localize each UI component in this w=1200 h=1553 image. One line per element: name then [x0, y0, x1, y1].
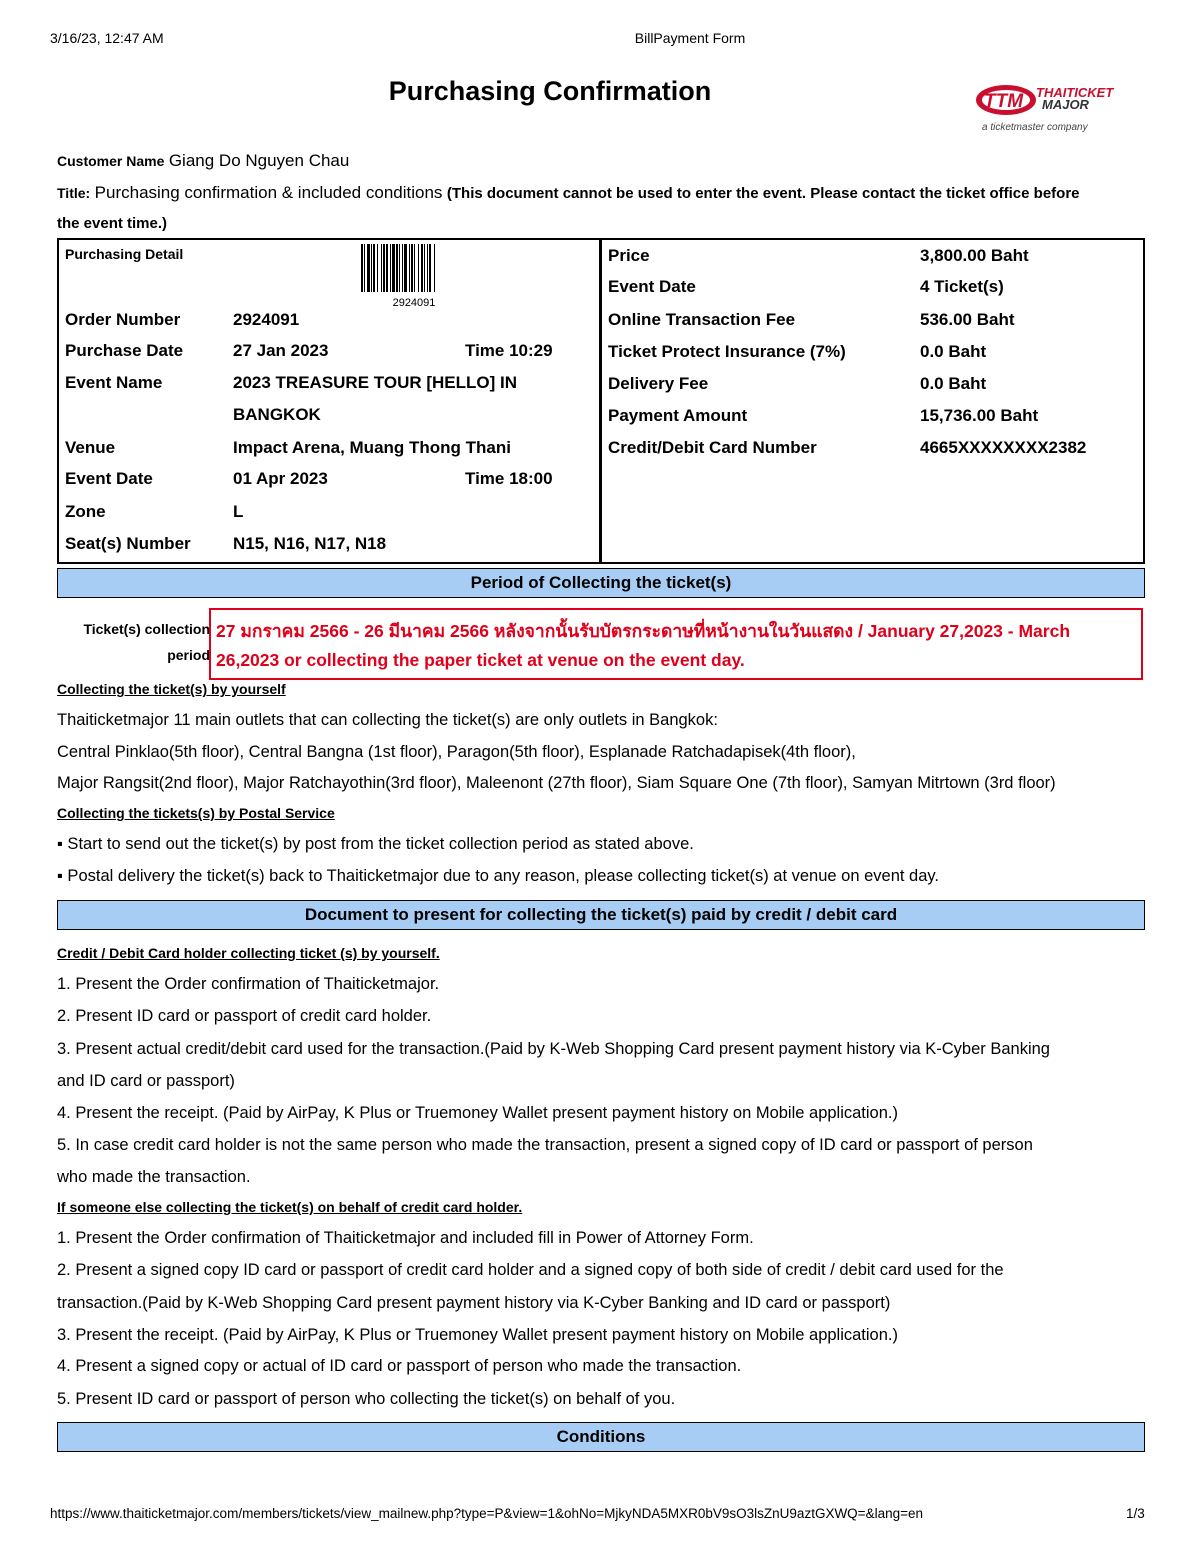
self-collect-heading: Collecting the ticket(s) by yourself	[57, 681, 286, 697]
payment-amount-label: Payment Amount	[608, 406, 748, 425]
logo-tagline: a ticketmaster company	[982, 122, 1088, 133]
holder-line: 5. In case credit card holder is not the same person who made the transaction, present a signed copy of ID card or passport of person	[57, 1136, 1033, 1154]
price-label: Price	[608, 246, 650, 265]
event-time-value: Time 18:00	[465, 469, 553, 488]
customer-name-row	[57, 151, 349, 171]
event-date-label: Event Date	[65, 469, 153, 488]
logo-word2: MAJOR	[1042, 97, 1089, 112]
collecting-period-banner: Period of Collecting the ticket(s)	[57, 568, 1145, 598]
customer-name-label: Customer Name	[57, 153, 165, 169]
collection-period-text: 27 มกราคม 2566 - 26 มีนาคม 2566 หลังจากนั้นรับบัตรกระดาษที่หน้างานในวันแสดง / January 27,2023 - March	[216, 621, 1071, 641]
ticket-count-label: Event Date	[608, 277, 696, 296]
behalf-heading: If someone else collecting the ticket(s) on behalf of credit card holder.	[57, 1199, 523, 1215]
payment-amount-value: 15,736.00 Baht	[920, 406, 1039, 425]
order-number-value: 2924091	[233, 310, 300, 329]
print-datetime: 3/16/23, 12:47 AM	[50, 30, 164, 46]
doc-title-value: Purchasing confirmation & included conditions	[94, 183, 443, 202]
behalf-line: 4. Present a signed copy or actual of ID card or passport of person who made the transaction.	[57, 1357, 742, 1375]
collection-period-label-line2: period	[167, 647, 210, 663]
holder-line: 1. Present the Order confirmation of Thaiticketmajor.	[57, 975, 440, 993]
zone-value: L	[233, 502, 244, 521]
footer-page-number: 1/3	[1126, 1506, 1145, 1521]
self-collect-line: Central Pinklao(5th floor), Central Bangna (1st floor), Paragon(5th floor), Esplanade Ratchadapisek(4th floor),	[57, 743, 856, 761]
delivery-fee-label: Delivery Fee	[608, 374, 709, 393]
footer-url: https://www.thaiticketmajor.com/members/tickets/view_mailnew.php?type=P&view=1&ohNo=MjkyNDA5MXR0bV9sO3lsZnU9aztGXWQ=&lang=en	[50, 1506, 923, 1521]
doc-title-note-cont: the event time.)	[57, 215, 168, 232]
transaction-fee-value: 536.00 Baht	[920, 310, 1015, 329]
zone-label: Zone	[65, 502, 106, 521]
holder-line: 3. Present actual credit/debit card used for the transaction.(Paid by K-Web Shopping Card present payment history via K-Cyber Banking	[57, 1040, 1050, 1058]
ticket-count-value: 4 Ticket(s)	[920, 277, 1004, 296]
barcode-icon	[361, 244, 467, 310]
event-date-value: 01 Apr 2023	[233, 469, 328, 488]
holder-line: who made the transaction.	[57, 1168, 251, 1186]
card-number-value: 4665XXXXXXXX2382	[920, 438, 1087, 457]
doc-title-note: (This document cannot be used to enter the event. Please contact the ticket office before	[446, 185, 1080, 202]
price-value: 3,800.00 Baht	[920, 246, 1029, 265]
behalf-line: 5. Present ID card or passport of person who collecting the ticket(s) on behalf of you.	[57, 1390, 676, 1408]
seats-label: Seat(s) Number	[65, 534, 191, 553]
svg-text:TTM: TTM	[984, 91, 1024, 112]
price-detail-box	[600, 238, 1145, 564]
behalf-line: 3. Present the receipt. (Paid by AirPay, K Plus or Truemoney Wallet present payment history on Mobile application.)	[57, 1326, 898, 1344]
barcode-number: 2924091	[392, 297, 436, 309]
postal-line: ▪ Start to send out the ticket(s) by post from the ticket collection period as stated above.	[57, 835, 694, 853]
self-collect-line: Major Rangsit(2nd floor), Major Ratchayothin(3rd floor), Maleenont (27th floor), Siam Square One (7th floor), Samyan Mitrtown (3rd floor)	[57, 774, 1056, 792]
purchase-time-value: Time 10:29	[465, 341, 553, 360]
postal-line: ▪ Postal delivery the ticket(s) back to Thaiticketmajor due to any reason, please collecting ticket(s) at venue on event day.	[57, 867, 940, 885]
event-name-value-cont: BANGKOK	[233, 405, 321, 424]
behalf-line: 2. Present a signed copy ID card or passport of credit card holder and a signed copy of both side of credit / debit card used for the	[57, 1261, 1004, 1279]
documents-banner: Document to present for collecting the ticket(s) paid by credit / debit card	[57, 900, 1145, 930]
postal-heading: Collecting the tickets(s) by Postal Service	[57, 805, 335, 821]
page-title: Purchasing Confirmation	[388, 76, 712, 106]
delivery-fee-value: 0.0 Baht	[920, 374, 987, 393]
thaiticketmajor-logo	[972, 78, 1152, 138]
event-name-value: 2023 TREASURE TOUR [HELLO] IN	[233, 373, 518, 392]
collection-period-label	[60, 616, 210, 668]
insurance-value: 0.0 Baht	[920, 342, 987, 361]
holder-line: 4. Present the receipt. (Paid by AirPay, K Plus or Truemoney Wallet present payment history on Mobile application.)	[57, 1104, 898, 1122]
order-number-label: Order Number	[65, 310, 181, 329]
holder-heading: Credit / Debit Card holder collecting ticket (s) by yourself.	[57, 945, 440, 961]
seats-value: N15, N16, N17, N18	[233, 534, 387, 553]
card-number-label: Credit/Debit Card Number	[608, 438, 817, 457]
holder-line: and ID card or passport)	[57, 1072, 235, 1090]
purchase-date-value: 27 Jan 2023	[233, 341, 329, 360]
venue-label: Venue	[65, 438, 116, 457]
holder-line: 2. Present ID card or passport of credit card holder.	[57, 1007, 432, 1025]
collection-period-label-line1: Ticket(s) collection	[83, 621, 210, 637]
doc-title-label: Title:	[57, 185, 91, 201]
self-collect-line: Thaiticketmajor 11 main outlets that can collecting the ticket(s) are only outlets in Bangkok:	[57, 711, 718, 729]
venue-value: Impact Arena, Muang Thong Thani	[233, 438, 511, 457]
behalf-line: 1. Present the Order confirmation of Thaiticketmajor and included fill in Power of Attorney Form.	[57, 1229, 754, 1247]
logo-word1: THAITICKET	[1036, 85, 1114, 100]
transaction-fee-label: Online Transaction Fee	[608, 310, 796, 329]
event-name-label: Event Name	[65, 373, 163, 392]
print-page-title: BillPayment Form	[634, 30, 746, 46]
doc-title-row	[57, 183, 1080, 203]
purchasing-detail-box	[57, 238, 601, 564]
purchase-date-label: Purchase Date	[65, 341, 184, 360]
collection-period-box	[209, 608, 1143, 680]
conditions-banner: Conditions	[57, 1422, 1145, 1452]
customer-name-value: Giang Do Nguyen Chau	[168, 151, 350, 170]
purchasing-detail-heading: Purchasing Detail	[65, 246, 184, 262]
ttm-logo-icon	[972, 78, 1152, 138]
collection-period-text-cont: 26,2023 or collecting the paper ticket at venue on the event day.	[216, 650, 745, 670]
insurance-label: Ticket Protect Insurance (7%)	[608, 342, 846, 361]
behalf-line: transaction.(Paid by K-Web Shopping Card present payment history via K-Cyber Banking and ID card or passport)	[57, 1294, 891, 1312]
